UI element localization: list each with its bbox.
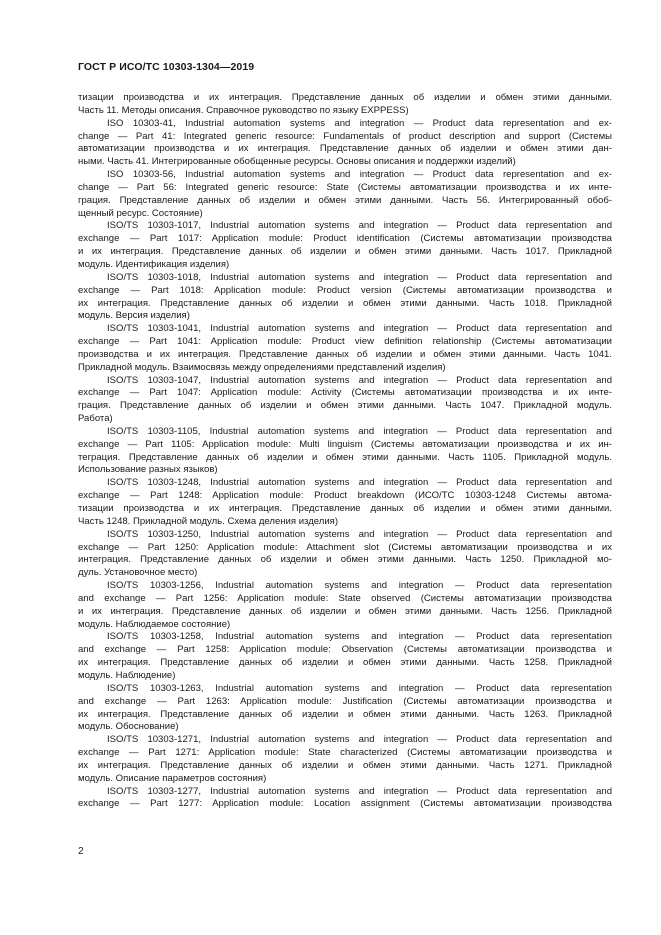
text-line: автоматизации производства и их интеграция. Представление данных об изделии и обмен этими дан- bbox=[78, 143, 612, 155]
text-line: change — Part 56: Integrated generic resource: State (Системы автоматизации производства и их инте- bbox=[78, 181, 612, 193]
text-line: ISO/TS 10303-1105, Industrial automation systems and integration — Product data representation and bbox=[107, 425, 612, 437]
text-line: exchange — Part 1250: Application module: Attachment slot (Системы автоматизации производства и их bbox=[78, 541, 612, 553]
text-line: ISO/TS 10303-1017, Industrial automation systems and integration — Product data representation and bbox=[107, 220, 612, 232]
reference-entry bbox=[78, 118, 612, 169]
text-line: модуль. Наблюдение) bbox=[78, 669, 176, 681]
text-line: щенный ресурс. Состояние) bbox=[78, 207, 203, 219]
text-line: дуль. Установочное место) bbox=[78, 567, 198, 579]
text-line: ISO 10303-56, Industrial automation systems and integration — Product data representation and ex- bbox=[107, 169, 612, 181]
text-line: ISO 10303-41, Industrial automation systems and integration — Product data representation and ex- bbox=[107, 117, 612, 129]
text-line: ISO/TS 10303-1277, Industrial automation systems and integration — Product data representation and bbox=[107, 785, 612, 797]
text-line: Работа) bbox=[78, 413, 113, 425]
text-line: ISO/TS 10303-1271, Industrial automation systems and integration — Product data representation and bbox=[107, 734, 612, 746]
text-line: грация. Представление данных об изделии и обмен этими данными. Часть 56. Интегрированный обоб- bbox=[78, 194, 612, 206]
text-line: производства и их интеграция. Представление данных об изделии и обмен этими данными. Часть 1041. bbox=[78, 348, 612, 360]
text-line: ISO/TS 10303-1258, Industrial automation systems and integration — Product data representation bbox=[107, 631, 612, 643]
text-line: ISO/TS 10303-1263, Industrial automation systems and integration — Product data representation bbox=[107, 682, 612, 694]
text-line: Использование разных языков) bbox=[78, 464, 218, 476]
reference-entry bbox=[78, 631, 612, 682]
text-line: ISO/TS 10303-1041, Industrial automation systems and integration — Product data representation and bbox=[107, 323, 612, 335]
reference-entry bbox=[78, 220, 612, 271]
text-line: ными. Часть 41. Интегрированные обобщенные ресурсы. Основы описания и поддержки изделий) bbox=[78, 156, 516, 168]
text-line: модуль. Версия изделия) bbox=[78, 310, 190, 322]
text-line: ISO/TS 10303-1248, Industrial automation systems and integration — Product data representation and bbox=[107, 477, 612, 489]
text-line: exchange — Part 1018: Application module: Product version (Системы автоматизации производства и bbox=[78, 284, 612, 296]
text-line: интеграция. Представление данных об изделии и обмен этими данными. Часть 1250. Прикладной мо- bbox=[78, 554, 612, 566]
text-line: and exchange — Part 1256: Application module: State observed (Системы автоматизации производства bbox=[78, 592, 612, 604]
text-line: exchange — Part 1271: Application module: State characterized (Системы автоматизации производства и bbox=[78, 747, 612, 759]
text-line: тизации производства и их интеграция. Представление данных об изделии и обмен этими данными. bbox=[78, 92, 612, 103]
text-line: тизации производства и их интеграция. Представление данных об изделии и обмен этими данными. bbox=[78, 503, 612, 514]
text-line: exchange — Part 1277: Application module: Location assignment (Системы автоматизации производства bbox=[78, 798, 612, 810]
text-line: их интеграция. Представление данных об изделии и обмен этими данными. Часть 1263. Прикладной bbox=[78, 708, 612, 720]
text-line: exchange — Part 1041: Application module: Product view definition relationship (Системы автоматизации bbox=[78, 336, 612, 348]
reference-entry bbox=[78, 426, 612, 477]
text-line: exchange — Part 1047: Application module: Activity (Системы автоматизации производства и их инте- bbox=[78, 387, 612, 399]
document-header: ГОСТ Р ИСО/ТС 10303-1304—2019 bbox=[78, 61, 255, 73]
text-line: их интеграция. Представление данных об изделии и обмен этими данными. Часть 1018. Прикладной bbox=[78, 297, 612, 309]
page-number: 2 bbox=[78, 846, 84, 857]
text-line: теграция. Представление данных об изделии и обмен этими данными. Часть 1105. Прикладной модуль. bbox=[78, 451, 612, 463]
paragraph-continuation bbox=[78, 92, 612, 118]
text-line: exchange — Part 1248: Application module: Product breakdown (ИСО/ТС 10303-1248 Системы автома- bbox=[78, 490, 612, 502]
text-line: и их интеграция. Представление данных об изделии и обмен этими данными. Часть 1256. Прикладной bbox=[78, 605, 612, 617]
reference-entry bbox=[78, 169, 612, 220]
text-line: and exchange — Part 1263: Application module: Justification (Системы автоматизации производства и bbox=[78, 695, 612, 707]
reference-entry bbox=[78, 477, 612, 528]
document-body bbox=[78, 92, 612, 811]
text-line: exchange — Part 1017: Application module: Product identification (Системы автоматизации производства bbox=[78, 233, 612, 245]
text-line: ISO/TS 10303-1018, Industrial automation systems and integration — Product data representation and bbox=[107, 271, 612, 283]
text-line: Часть 11. Методы описания. Справочное руководство по языку EXPPESS) bbox=[78, 104, 409, 116]
text-line: модуль. Обоснование) bbox=[78, 721, 179, 733]
text-line: ISO/TS 10303-1250, Industrial automation systems and integration — Product data representation and bbox=[107, 528, 612, 540]
reference-entry bbox=[78, 734, 612, 785]
text-line: ISO/TS 10303-1256, Industrial automation systems and integration — Product data representation bbox=[107, 580, 612, 592]
text-line: and exchange — Part 1258: Application module: Observation (Системы автоматизации производства и bbox=[78, 644, 612, 656]
reference-entry bbox=[78, 323, 612, 374]
text-line: их интеграция. Представление данных об изделии и обмен этими данными. Часть 1271. Прикладной bbox=[78, 759, 612, 771]
reference-entry bbox=[78, 683, 612, 734]
reference-entry bbox=[78, 786, 612, 812]
text-line: грация. Представление данных об изделии и обмен этими данными. Часть 1047. Прикладной модуль. bbox=[78, 400, 612, 412]
reference-entry bbox=[78, 272, 612, 323]
text-line: модуль. Наблюдаемое состояние) bbox=[78, 618, 231, 630]
text-line: их интеграция. Представление данных об изделии и обмен этими данными. Часть 1258. Прикладной bbox=[78, 657, 612, 669]
reference-entry bbox=[78, 375, 612, 426]
text-line: ISO/TS 10303-1047, Industrial automation systems and integration — Product data representation and bbox=[107, 374, 612, 386]
text-line: change — Part 41: Integrated generic resource: Fundamentals of product description and support (Системы bbox=[78, 130, 612, 142]
text-line: модуль. Идентификация изделия) bbox=[78, 258, 230, 270]
reference-entry bbox=[78, 580, 612, 631]
text-line: и их интеграция. Представление данных об изделии и обмен этими данными. Часть 1017. Прикладной bbox=[78, 246, 612, 258]
text-line: Часть 1248. Прикладной модуль. Схема деления изделия) bbox=[78, 515, 339, 527]
text-line: exchange — Part 1105: Application module: Multi linguism (Системы автоматизации производства и их ин- bbox=[78, 438, 612, 450]
reference-entry bbox=[78, 529, 612, 580]
text-line: Прикладной модуль. Взаимосвязь между определениями представлений изделия) bbox=[78, 361, 446, 373]
text-line: модуль. Описание параметров состояния) bbox=[78, 772, 267, 784]
